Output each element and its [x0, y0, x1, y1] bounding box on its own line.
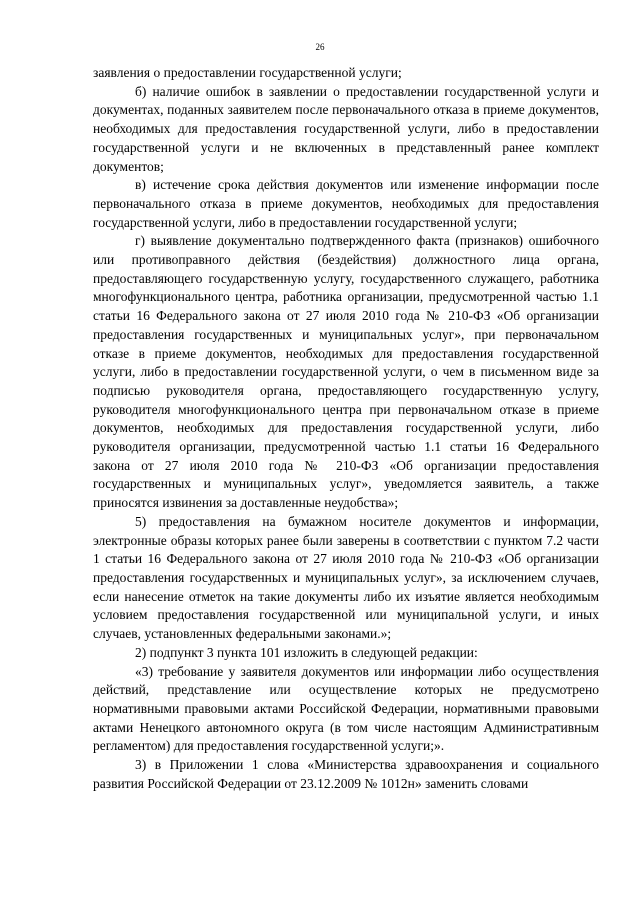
- paragraph-item-g: г) выявление документально подтвержденного факта (признаков) ошибочного или противоправного действия (бездействия) должностного лица органа, предоставляющего государственную услугу, государственного служащего, работника многофункционального центра, работника организации, предусмотренной частью 1.1 статьи 16 Федерального закона от 27 июля 2010 года № 210-ФЗ «Об организации предоставления государственных и муниципальных услуг», при первоначальном отказе в приеме документов, необходимых для предоставления государственной услуги, либо в предоставлении государственной услуги, о чем в письменном виде за подписью руководителя органа, предоставляющего государственную услугу, руководителя многофункционального центра при первоначальном отказе в приеме документов, необходимых для предоставления государственной услуги, либо руководителя организации, предусмотренной частью 1.1 статьи 16 Федерального закона от 27 июля 2010 года № 210-ФЗ «Об организации предоставления государственных и муниципальных услуг», уведомляется заявитель, а также приносятся извинения за доставленные неудобства»;: [93, 233, 599, 511]
- paragraph-item-v: в) истечение срока действия документов или изменение информации после первоначального отказа в приеме документов, необходимых для предоставления государственной услуги, либо в предоставлении государственной услуги;: [93, 177, 599, 230]
- document-body: [93, 64, 599, 793]
- page-number: 26: [315, 42, 325, 52]
- paragraph-item-b: б) наличие ошибок в заявлении о предоставлении государственной услуги и документах, поданных заявителем после первоначального отказа в приеме документов, необходимых для предоставления государственной услуги, либо в предоставлении государственной услуги и не включенных в представленный ранее комплект документов;: [93, 83, 599, 174]
- paragraph-subpoint-2: 2) подпункт 3 пункта 101 изложить в следующей редакции:: [135, 644, 478, 660]
- paragraph-quoted-item-3: «3) требование у заявителя документов или информации либо осуществления действий, представление или осуществление которых не предусмотрено нормативными правовыми актами Российской Федерации, нормативными правовыми актами Ненецкого автономного округа (в том числе настоящим Административным регламентом) для предоставления государственной услуги;».: [93, 663, 599, 754]
- paragraph-item-5: 5) предоставления на бумажном носителе документов и информации, электронные образы которых ранее были заверены в соответствии с пунктом 7.2 части 1 статьи 16 Федерального закона от 27 июля 2010 года № 210-ФЗ «Об организации предоставления государственных и муниципальных услуг», за исключением случаев, если нанесение отметок на такие документы либо их изъятие является необходимым условием предоставления государственной или муниципальной услуги, и иных случаев, установленных федеральными законами.»;: [93, 513, 599, 642]
- paragraph-subpoint-3: 3) в Приложении 1 слова «Министерства здравоохранения и социального развития Российской Федерации от 23.12.2009 № 1012н» заменить словами: [93, 757, 599, 791]
- paragraph-continuation: заявления о предоставлении государственной услуги;: [93, 65, 402, 80]
